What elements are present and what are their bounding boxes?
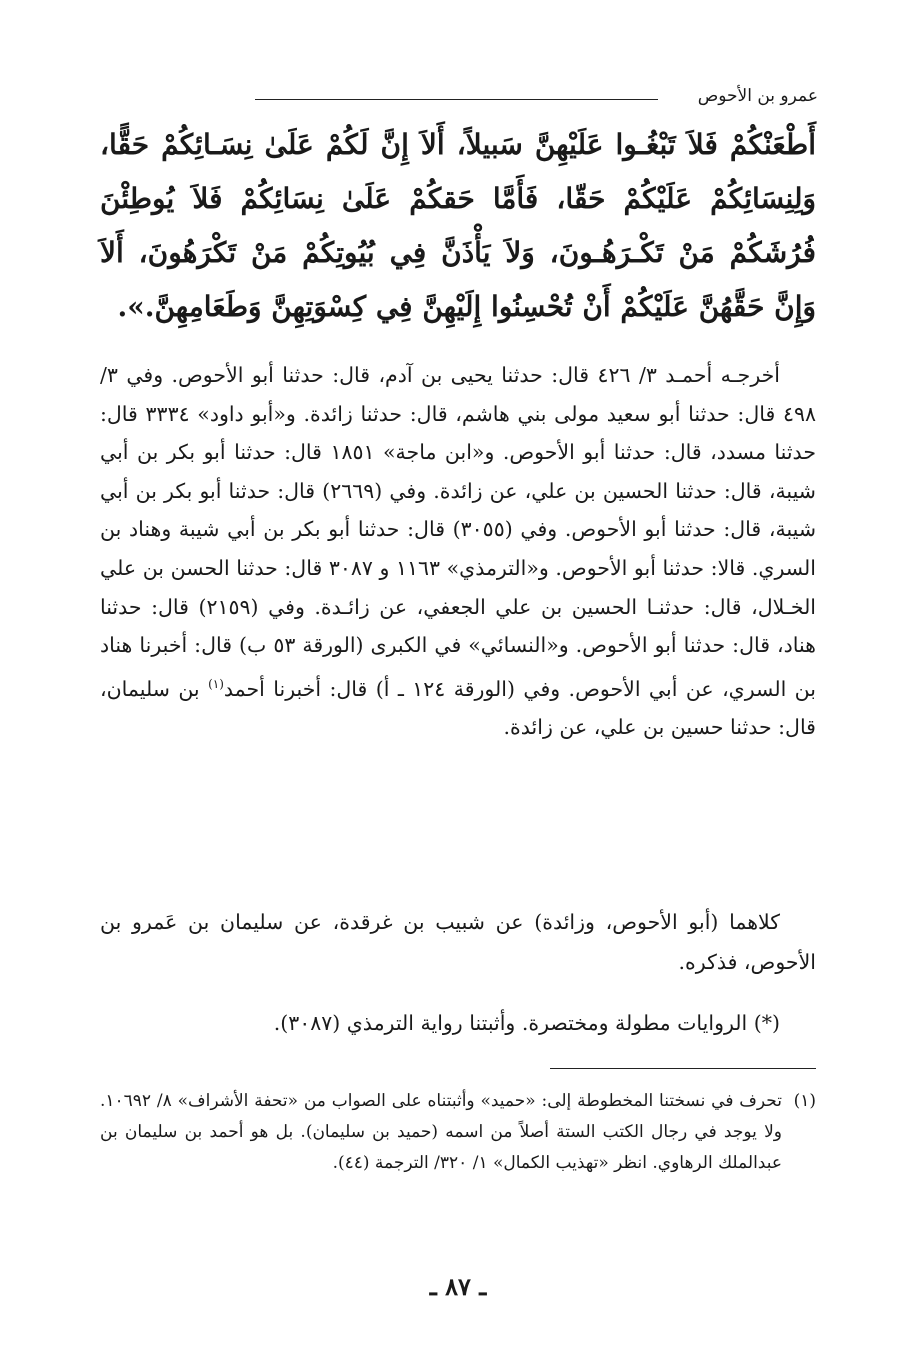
running-title: عمرو بن الأحوص: [697, 86, 818, 106]
footnote-rule: [550, 1068, 816, 1069]
header-rule: [255, 99, 658, 100]
footnote-text: تحرف في نسختنا المخطوطة إلى: «حميد» وأثبتناه على الصواب من «تحفة الأشراف» ٨/ ١٠٦٩٢. ولا يوجد في رجال الكتب الستة أصلاً من اسمه (حميد بن سليمان). بل هو أحمد بن سليمان بن عبدالملك الرهاوي. انظر «تهذيب الكمال» ١/ ٣٢٠/ الترجمة (٤٤).: [100, 1091, 782, 1173]
takhrij-text-part2: بن سليمان، قال: حدثنا حسين بن علي، عن زائدة.: [100, 676, 816, 740]
summary-paragraph: كلاهما (أبو الأحوص، وزائدة) عن شبيب بن غرقدة، عن سليمان بن عَمرو بن الأحوص، فذكره.: [100, 910, 816, 974]
footnote-reference[interactable]: (١): [208, 676, 224, 691]
footnotes: [100, 1086, 816, 1179]
takhrij-text-part1: أخرجـه أحمـد ٣/ ٤٢٦ قال: حدثنا يحيى بن آدم، قال: حدثنا أبو الأحوص. وفي ٣/ ٤٩٨ قال: حدثنا أبو سعيد مولى بني هاشم، قال: حدثنا زائدة. و«أبو داود» ٣٣٣٤ قال: حدثنا مسدد، قال: حدثنا أبو الأحوص. و«ابن ماجة» ١٨٥١ قال: حدثنا أبو بكر بن أبي شيبة، قال: حدثنا الحسين بن علي، عن زائدة. وفي (٢٦٦٩) قال: حدثنا أبو بكر بن أبي شيبة، قال: حدثنا أبو الأحوص. وفي (٣٠٥٥) قال: حدثنا أبو بكر بن أبي شيبة وهناد بن السري. قالا: حدثنا أبو الأحوص. و«الترمذي» ١١٦٣ و ٣٠٨٧ قال: حدثنا الحسن بن علي الخـلال، قال: حدثنـا الحسين بن علي الجعفي، عن زائـدة. وفي (٢١٥٩) قال: حدثنا هناد، قال: حدثنا أبو الأحوص. و«النسائي» في الكبرى (الورقة ٥٣ ب) قال: أخبرنا هناد بن السري، عن أبي الأحوص. وفي (الورقة ١٢٤ ـ أ) قال: أخبرنا أحمد: [100, 363, 817, 701]
page-number: ـ ٨٧ ـ: [429, 1272, 487, 1301]
hadith-text: أَطْعَنْكُمْ فَلاَ تَبْغُـوا عَلَيْهِنَّ سَبيلاً، أَلاَ إِنَّ لَكُمْ عَلَىٰ نِسَـائِكُمْ حَقًّا، وَلِنِسَائِكُمْ عَلَيْكُمْ حَقّا، فَأَمَّا حَقكُمْ عَلَىٰ نِسَائِكُمْ فَلاَ يُوطِئْنَ فُرُشَكُمْ مَنْ تَكْـرَهُـونَ، وَلاَ يَأْذَنَّ فِي بُيُوتِكُمْ مَنْ تَكْرَهُونَ، أَلاَ وَإِنَّ حَقَّهُنَّ عَلَيْكُمْ أَنْ تُحْسِنُوا إِلَيْهِنَّ فِي كِسْوَتِهِنَّ وَطَعَامِهِنَّ.».: [100, 128, 816, 323]
footnote-item: [100, 1086, 816, 1179]
editor-note: (*) الروايات مطولة ومختصرة. وأثبتنا رواية الترمذي (٣٠٨٧).: [273, 1011, 780, 1035]
footnote-number: (١): [793, 1091, 816, 1111]
takhrij-paragraph: [100, 356, 816, 747]
running-header: [255, 84, 818, 114]
